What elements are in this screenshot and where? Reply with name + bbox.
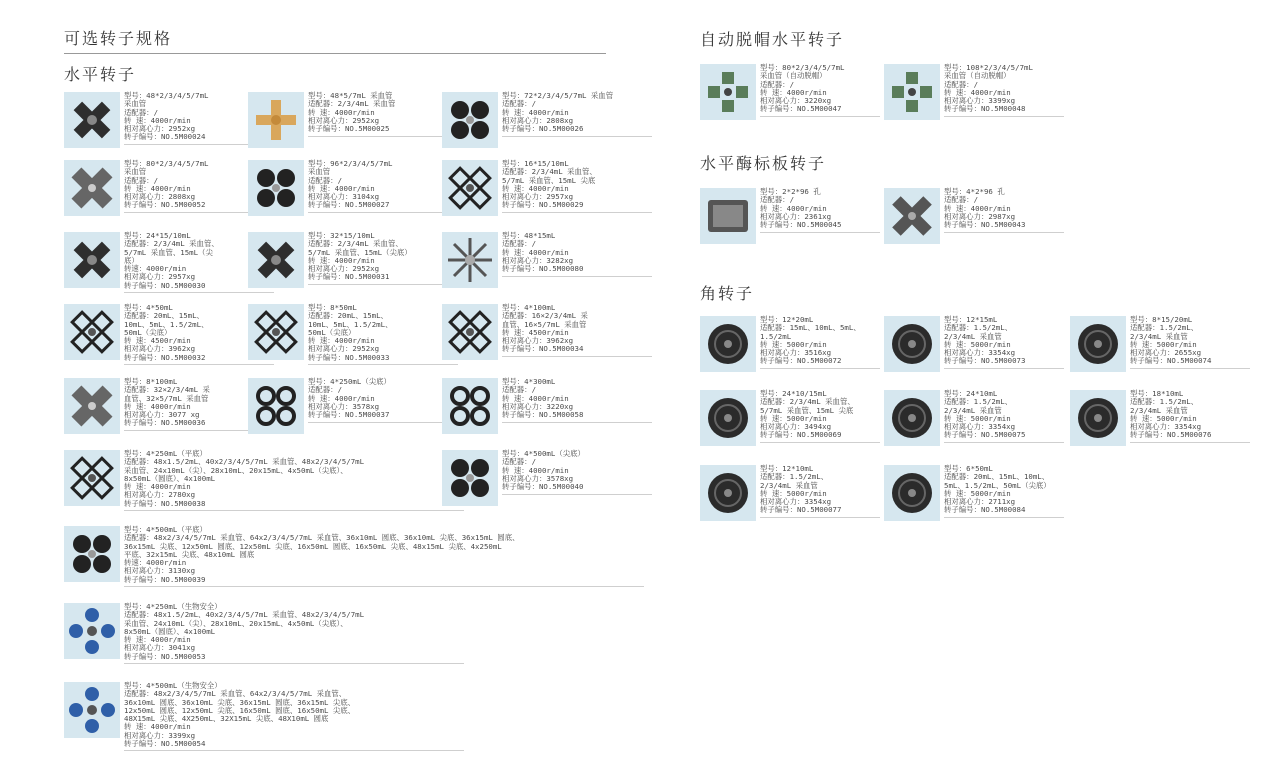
rotor-spec-text <box>760 188 841 229</box>
plate-x-icon <box>884 188 940 244</box>
spec-line: 转 速：4000r/min <box>502 465 569 475</box>
plate-box-icon <box>700 188 756 244</box>
spec-line: 相对离心力：2361xg <box>760 211 832 221</box>
spec-line: 型号：4*500mL（尖底） <box>502 449 585 458</box>
spec-underline <box>124 750 464 751</box>
spec-line: 转 速：5000r/min <box>944 413 1011 423</box>
spec-line: 转 速：4000r/min <box>308 336 375 346</box>
rotor-spec-text <box>124 450 364 508</box>
title-divider <box>64 53 606 54</box>
spec-line: 10mL、5mL、1.5/2mL、 <box>124 319 209 329</box>
spec-line: 50mL（尖底） <box>124 327 172 337</box>
spec-line: 型号：4*250mL（生物安全） <box>124 602 222 611</box>
spec-underline <box>308 422 458 423</box>
rotor-spec-text <box>308 92 395 133</box>
rotor-spec-text <box>760 390 855 440</box>
spec-line: 相对离心力：3399xg <box>944 96 1016 106</box>
spec-line: 转子编号：NO.5M00077 <box>760 505 842 515</box>
spec-line: 5/7mL 采血管、15mL（尖 <box>124 247 213 257</box>
cross-outline-icon <box>442 304 498 360</box>
spec-line: 转 速：5000r/min <box>760 488 827 498</box>
spec-line: 相对离心力：3220xg <box>760 96 832 106</box>
spec-line: 转 速：4000r/min <box>124 183 191 193</box>
spec-line: 转 速：4000r/min <box>502 393 569 403</box>
spec-line: 型号：80*2/3/4/5/7mL <box>124 159 209 168</box>
rotor-spec-text <box>124 603 364 661</box>
spec-line: 适配器：15mL、10mL、5mL、 <box>760 323 861 333</box>
spec-line: 转子编号：NO.5M00045 <box>760 220 842 230</box>
spec-line: 转子编号：NO.5M00030 <box>124 280 206 290</box>
spec-line: 转速：4000r/min <box>124 558 187 568</box>
spec-line: 转子编号：NO.5M00025 <box>308 124 390 134</box>
spec-underline <box>124 586 644 587</box>
spec-line: 转子编号：NO.5M00052 <box>124 200 206 210</box>
spec-line: 型号：108*2/3/4/5/7mL <box>944 63 1033 72</box>
blue-caps-icon <box>64 682 120 738</box>
section-title-horizontal-rotor: 水平转子 <box>64 65 137 84</box>
angle-rotor-icon <box>700 465 756 521</box>
rotor-spec-text <box>308 232 412 282</box>
spec-underline <box>502 494 652 495</box>
spec-underline <box>760 368 880 369</box>
spec-line: 12x50mL 圆底、12x50mL 尖底、16x50mL 圆底、16x50mL 尖底、 <box>124 705 356 715</box>
spec-line: 采血管 <box>124 99 147 109</box>
spec-line: 相对离心力：3354xg <box>760 497 832 507</box>
spec-line: 相对离心力：3104xg <box>308 192 380 202</box>
spec-line: 适配器：20mL、15mL、10mL、 <box>944 472 1050 482</box>
spec-underline <box>502 212 652 213</box>
spec-line: 型号：24*10mL <box>944 389 998 398</box>
rotor-spec-text <box>308 378 391 419</box>
rotor-spec-text <box>502 232 583 273</box>
spec-line: 适配器：48x2/3/4/5/7mL 采血管、64x2/3/4/5/7mL 采血管、 <box>124 689 347 699</box>
rotor-spec-text <box>760 465 841 515</box>
spec-line: 转子编号：NO.5M00027 <box>308 200 390 210</box>
spec-line: 2/3/4mL 采血管 <box>1130 331 1188 341</box>
spec-line: 转子编号：NO.5M00054 <box>124 739 206 749</box>
spec-line: 型号：4*500mL（生物安全） <box>124 681 222 690</box>
spec-line: 适配器：1.5/2mL、 <box>760 472 829 482</box>
spec-line: 转 速：4000r/min <box>124 115 191 125</box>
spec-line: 2/3/4mL 采血管 <box>944 405 1002 415</box>
spec-line: 适配器：/ <box>502 385 537 395</box>
spec-underline <box>760 232 880 233</box>
spec-line: 适配器：2/3/4mL 采血管、 <box>502 167 597 177</box>
spec-line: 相对离心力：2957xg <box>124 272 196 282</box>
spec-underline <box>124 663 464 664</box>
spec-line: 转 速：4000r/min <box>308 255 375 265</box>
spec-line: 型号：8*50mL <box>308 303 357 312</box>
rotor-spec-text <box>502 450 585 491</box>
spec-line: 适配器：/ <box>308 385 343 395</box>
spec-line: 相对离心力：3399xg <box>124 730 196 740</box>
spec-line: 5mL、1.5/2mL、50mL（尖底） <box>944 480 1051 490</box>
spec-line: 转 速：4000r/min <box>502 107 569 117</box>
section-title-auto-decap: 自动脱帽水平转子 <box>700 30 845 49</box>
blue-caps-icon <box>64 603 120 659</box>
cross-outline-icon <box>248 304 304 360</box>
spec-underline <box>1130 442 1250 443</box>
cross-racks-icon <box>64 160 120 216</box>
spec-line: 转子编号：NO.5M00058 <box>502 410 584 420</box>
spec-line: 36x10mL 圆底、36x10mL 尖底、36x15mL 圆底、36x15mL 尖底、 <box>124 697 356 707</box>
spec-underline <box>308 284 458 285</box>
spec-line: 血管、32×5/7mL 采血管 <box>124 393 209 403</box>
spec-line: 相对离心力：3220xg <box>502 401 574 411</box>
rotor-spec-text <box>944 465 1051 515</box>
spec-line: 转子编号：NO.5M00072 <box>760 356 842 366</box>
rotor-spec-text <box>124 682 355 748</box>
section-title-angle-rotor: 角转子 <box>700 284 755 303</box>
cross-buckets-icon <box>248 232 304 288</box>
spec-line: 适配器：/ <box>944 195 979 205</box>
spec-line: 转子编号：NO.5M00037 <box>308 410 390 420</box>
spec-line: 相对离心力：3494xg <box>760 422 832 432</box>
spec-line: 相对离心力：2780xg <box>124 490 196 500</box>
spec-line: 适配器：20mL、15mL、 <box>124 311 204 321</box>
star-tubes-icon <box>442 232 498 288</box>
spec-line: 型号：12*15mL <box>944 315 998 324</box>
spec-line: 转子编号：NO.5M00039 <box>124 574 206 584</box>
spec-line: 型号：48*15mL <box>502 231 556 240</box>
rotor-spec-text <box>124 378 210 428</box>
spec-line: 采血管 <box>124 167 147 177</box>
spec-line: 相对离心力：2808xg <box>502 115 574 125</box>
spec-line: 8x50mL（圆底）、4x100mL <box>124 626 216 636</box>
spec-line: 5/7mL 采血管、15mL（尖底） <box>308 247 412 257</box>
spec-line: 适配器：/ <box>502 457 537 467</box>
spec-line: 转 速：5000r/min <box>760 339 827 349</box>
spec-line: 相对离心力：3578xg <box>308 401 380 411</box>
spec-underline <box>944 517 1064 518</box>
spec-underline <box>944 232 1064 233</box>
spec-underline <box>124 364 274 365</box>
spec-line: 转子编号：NO.5M00034 <box>502 344 584 354</box>
spec-line: 相对离心力：3516xg <box>760 348 832 358</box>
spec-line: 50mL（尖底） <box>308 327 356 337</box>
spec-line: 适配器：1.5/2mL、 <box>944 397 1013 407</box>
spec-line: 转 速：4000r/min <box>124 635 191 645</box>
spec-line: 相对离心力：3282xg <box>502 255 574 265</box>
spec-line: 48X15mL 尖底、4X250mL、32X15mL 尖底、48X10mL 圆底 <box>124 714 329 724</box>
spec-line: 型号：4*2*96 孔 <box>944 187 1005 196</box>
rotor-spec-text <box>124 232 219 290</box>
spec-underline <box>1130 368 1250 369</box>
rotor-spec-text <box>308 304 392 362</box>
spec-underline <box>944 368 1064 369</box>
spec-underline <box>124 510 464 511</box>
cross-buckets-icon <box>64 92 120 148</box>
spec-line: 转 速：4000r/min <box>760 87 827 97</box>
spec-line: 采血管 <box>308 167 331 177</box>
spec-line: 型号：4*100mL <box>502 303 556 312</box>
spec-underline <box>760 116 880 117</box>
spec-line: 适配器：/ <box>760 79 795 89</box>
spec-line: 转子编号：NO.5M00038 <box>124 498 206 508</box>
spec-line: 型号：4*250mL（尖底） <box>308 377 391 386</box>
four-round-icon <box>64 526 120 582</box>
spec-line: 1.5/2mL <box>760 331 792 341</box>
spec-line: 转 速：4000r/min <box>124 722 191 732</box>
spec-line: 相对离心力：2711xg <box>944 497 1016 507</box>
spec-line: 转子编号：NO.5M00053 <box>124 651 206 661</box>
spec-line: 型号：96*2/3/4/5/7mL <box>308 159 393 168</box>
spec-line: 转子编号：NO.5M00084 <box>944 505 1026 515</box>
spec-line: 底） <box>124 255 139 265</box>
spec-line: 转 速：5000r/min <box>944 488 1011 498</box>
spec-line: 转子编号：NO.5M00033 <box>308 352 390 362</box>
orange-cross-icon <box>248 92 304 148</box>
cross-outline-icon <box>64 304 120 360</box>
spec-line: 36x15mL 尖底、12x50mL 圆底、12x50mL 尖底、16x50mL 圆底、16x50mL 尖底、48x15mL 尖底、4x250mL <box>124 541 502 551</box>
spec-line: 型号：2*2*96 孔 <box>760 187 821 196</box>
spec-line: 相对离心力：2952xg <box>124 124 196 134</box>
rotor-spec-text <box>124 92 208 142</box>
spec-line: 转 速：4500r/min <box>502 327 569 337</box>
spec-line: 型号：6*50mL <box>944 464 993 473</box>
spec-line: 相对离心力：2655xg <box>1130 348 1202 358</box>
rotor-spec-text <box>308 160 392 210</box>
spec-line: 型号：24*15/10mL <box>124 231 191 240</box>
spec-underline <box>502 276 652 277</box>
spec-line: 型号：4*300mL <box>502 377 556 386</box>
spec-line: 适配器：48x1.5/2mL、40x2/3/4/5/7mL 采血管、48x2/3/4/5/7mL <box>124 457 365 467</box>
spec-line: 转 速：5000r/min <box>1130 413 1197 423</box>
grid-cross-icon <box>884 64 940 120</box>
spec-underline <box>760 517 880 518</box>
spec-line: 转子编号：NO.5M00031 <box>308 272 390 282</box>
cross-outline-icon <box>64 450 120 506</box>
spec-line: 型号：12*10mL <box>760 464 814 473</box>
spec-line: 相对离心力：3041xg <box>124 643 196 653</box>
spec-line: 适配器：20mL、15mL、 <box>308 311 388 321</box>
spec-line: 适配器：32×2/3/4mL 采 <box>124 385 210 395</box>
spec-line: 型号：48*2/3/4/5/7mL <box>124 91 209 100</box>
four-round-icon <box>248 160 304 216</box>
rotor-spec-text <box>502 304 588 354</box>
spec-line: 血管、16×5/7mL 采血管 <box>502 319 587 329</box>
rotor-spec-text <box>124 526 519 584</box>
spec-line: 型号：8*100mL <box>124 377 178 386</box>
spec-line: 转子编号：NO.5M00032 <box>124 352 206 362</box>
spec-line: 相对离心力：3962xg <box>502 336 574 346</box>
spec-line: 相对离心力：2808xg <box>124 192 196 202</box>
angle-rotor-icon <box>884 316 940 372</box>
spec-line: 型号：12*20mL <box>760 315 814 324</box>
spec-line: 采血管（自动脱帽） <box>760 71 827 81</box>
rotor-spec-text <box>502 160 597 210</box>
spec-line: 采血管（自动脱帽） <box>944 71 1011 81</box>
spec-line: 采血管、24x10mL（尖）、28x10mL、20x15mL、4x50mL（尖底）、 <box>124 465 348 475</box>
spec-line: 转 速：4000r/min <box>944 203 1011 213</box>
spec-line: 适配器：1.5/2mL、 <box>944 323 1013 333</box>
spec-line: 转子编号：NO.5M00069 <box>760 430 842 440</box>
spec-line: 相对离心力：3130xg <box>124 566 196 576</box>
spec-line: 转子编号：NO.5M00075 <box>944 430 1026 440</box>
spec-line: 转 速：4000r/min <box>760 203 827 213</box>
spec-line: 型号：18*10mL <box>1130 389 1184 398</box>
rotor-spec-text <box>502 378 583 419</box>
spec-line: 型号：4*50mL <box>124 303 173 312</box>
rotor-spec-text <box>124 160 208 210</box>
spec-line: 型号：16*15/10mL <box>502 159 569 168</box>
spec-line: 10mL、5mL、1.5/2mL、 <box>308 319 393 329</box>
spec-line: 相对离心力：2952xg <box>308 344 380 354</box>
spec-underline <box>308 364 458 365</box>
spec-underline <box>308 212 458 213</box>
spec-line: 转子编号：NO.5M00074 <box>1130 356 1212 366</box>
spec-line: 适配器：1.5/2mL、 <box>1130 397 1199 407</box>
spec-underline <box>944 442 1064 443</box>
rotor-spec-text <box>944 188 1025 229</box>
spec-line: 型号：4*500mL（平底） <box>124 525 207 534</box>
spec-line: 型号：72*2/3/4/5/7mL 采血管 <box>502 91 614 100</box>
spec-line: 2/3/4mL 采血管 <box>760 480 818 490</box>
spec-line: 适配器：48x2/3/4/5/7mL 采血管、64x2/3/4/5/7mL 采血管、36x10mL 圆底、36x10mL 尖底、36x15mL 圆底、 <box>124 533 520 543</box>
spec-line: 转 速：4000r/min <box>124 401 191 411</box>
spec-line: 转 速：5000r/min <box>760 413 827 423</box>
spec-line: 适配器：16×2/3/4mL 采 <box>502 311 588 321</box>
spec-line: 相对离心力：2952xg <box>308 115 380 125</box>
section-title-microplate: 水平酶标板转子 <box>700 154 827 173</box>
rotor-spec-text <box>944 390 1025 440</box>
rotor-spec-text <box>760 316 861 366</box>
spec-line: 2/3/4mL 采血管 <box>944 331 1002 341</box>
spec-line: 5/7mL 采血管、15mL 尖底 <box>502 175 596 185</box>
spec-line: 转子编号：NO.5M00040 <box>502 482 584 492</box>
spec-line: 相对离心力：2957xg <box>502 192 574 202</box>
spec-underline <box>502 356 652 357</box>
spec-line: 转 速：5000r/min <box>1130 339 1197 349</box>
spec-line: 相对离心力：3354xg <box>944 422 1016 432</box>
spec-line: 转 速：5000r/min <box>944 339 1011 349</box>
spec-underline <box>124 292 274 293</box>
spec-underline <box>760 442 880 443</box>
spec-line: 适配器：1.5/2mL、 <box>1130 323 1199 333</box>
spec-line: 平底、32x15mL 尖底、48x10mL 圆底 <box>124 549 255 559</box>
rotor-spec-text <box>944 64 1033 114</box>
spec-line: 8x50mL（圆底）、4x100mL <box>124 473 216 483</box>
spec-line: 转 速：4000r/min <box>308 183 375 193</box>
rotor-spec-text <box>1130 390 1211 440</box>
angle-rotor-icon <box>700 316 756 372</box>
spec-line: 转子编号：NO.5M00036 <box>124 418 206 428</box>
spec-line: 转 速：4500r/min <box>124 336 191 346</box>
spec-line: 型号：24*10/15mL <box>760 389 827 398</box>
spec-line: 转子编号：NO.5M00048 <box>944 104 1026 114</box>
spec-line: 相对离心力：3354xg <box>944 348 1016 358</box>
cross-buckets-icon <box>64 232 120 288</box>
spec-line: 适配器：/ <box>760 195 795 205</box>
spec-line: 适配器：/ <box>944 79 979 89</box>
spec-line: 相对离心力：3578xg <box>502 473 574 483</box>
rotor-spec-text <box>502 92 613 133</box>
spec-line: 适配器：/ <box>502 239 537 249</box>
spec-line: 转子编号：NO.5M00043 <box>944 220 1026 230</box>
spec-line: 转 速：4000r/min <box>502 247 569 257</box>
spec-line: 2/3/4mL 采血管 <box>1130 405 1188 415</box>
angle-rotor-icon <box>884 465 940 521</box>
spec-line: 适配器：48x1.5/2mL、40x2/3/4/5/7mL 采血管、48x2/3/4/5/7mL <box>124 610 365 620</box>
spec-underline <box>502 136 652 137</box>
angle-rotor-icon <box>700 390 756 446</box>
spec-line: 适配器：2/3/4mL 采血管、 <box>124 239 219 249</box>
spec-line: 型号：80*2/3/4/5/7mL <box>760 63 845 72</box>
spec-line: 相对离心力：2952xg <box>308 264 380 274</box>
spec-line: 适配器：/ <box>124 175 159 185</box>
cross-racks-icon <box>64 378 120 434</box>
rotor-spec-text <box>124 304 208 362</box>
spec-line: 转 速：4000r/min <box>944 87 1011 97</box>
spec-line: 适配器：/ <box>124 107 159 117</box>
spec-line: 转子编号：NO.5M00073 <box>944 356 1026 366</box>
spec-line: 型号：48*5/7mL 采血管 <box>308 91 393 100</box>
angle-rotor-icon <box>1070 316 1126 372</box>
spec-line: 转子编号：NO.5M00024 <box>124 132 206 142</box>
spec-line: 转子编号：NO.5M00080 <box>502 264 584 274</box>
angle-rotor-icon <box>884 390 940 446</box>
spec-line: 适配器：/ <box>308 175 343 185</box>
grid-cross-icon <box>700 64 756 120</box>
spec-line: 型号：32*15/10mL <box>308 231 375 240</box>
spec-line: 5/7mL 采血管、15mL 尖底 <box>760 405 854 415</box>
four-round-icon <box>442 92 498 148</box>
cross-outline-icon <box>442 160 498 216</box>
spec-line: 相对离心力：2987xg <box>944 211 1016 221</box>
spec-line: 相对离心力：3354xg <box>1130 422 1202 432</box>
spec-line: 型号：4*250mL（平底） <box>124 449 207 458</box>
rotor-spec-text <box>1130 316 1211 366</box>
spec-line: 适配器：2/3/4mL 采血管 <box>308 99 396 109</box>
spec-line: 转 速：4000r/min <box>308 393 375 403</box>
spec-line: 转 速：4000r/min <box>502 183 569 193</box>
spec-line: 转子编号：NO.5M00047 <box>760 104 842 114</box>
spec-line: 相对离心力：3962xg <box>124 344 196 354</box>
spec-underline <box>944 116 1064 117</box>
four-round-icon <box>442 450 498 506</box>
four-ring-icon <box>442 378 498 434</box>
spec-line: 转子编号：NO.5M00029 <box>502 200 584 210</box>
spec-underline <box>308 136 458 137</box>
spec-line: 适配器：2/3/4mL 采血管、 <box>760 397 855 407</box>
spec-line: 转 速：4000r/min <box>124 482 191 492</box>
rotor-spec-text <box>760 64 844 114</box>
spec-line: 转子编号：NO.5M00026 <box>502 124 584 134</box>
spec-line: 转速：4000r/min <box>124 264 187 274</box>
angle-rotor-icon <box>1070 390 1126 446</box>
spec-line: 转 速：4000r/min <box>308 107 375 117</box>
four-ring-icon <box>248 378 304 434</box>
spec-line: 转子编号：NO.5M00076 <box>1130 430 1212 440</box>
spec-line: 相对离心力：3077 xg <box>124 410 200 420</box>
spec-underline <box>502 422 652 423</box>
rotor-spec-text <box>944 316 1025 366</box>
spec-line: 采血管、24x10mL（尖）、28x10mL、20x15mL、4x50mL（尖底）、 <box>124 618 348 628</box>
spec-line: 适配器：2/3/4mL 采血管、 <box>308 239 403 249</box>
spec-line: 适配器：/ <box>502 99 537 109</box>
page-title: 可选转子规格 <box>64 29 173 48</box>
spec-line: 型号：8*15/20mL <box>1130 315 1193 324</box>
